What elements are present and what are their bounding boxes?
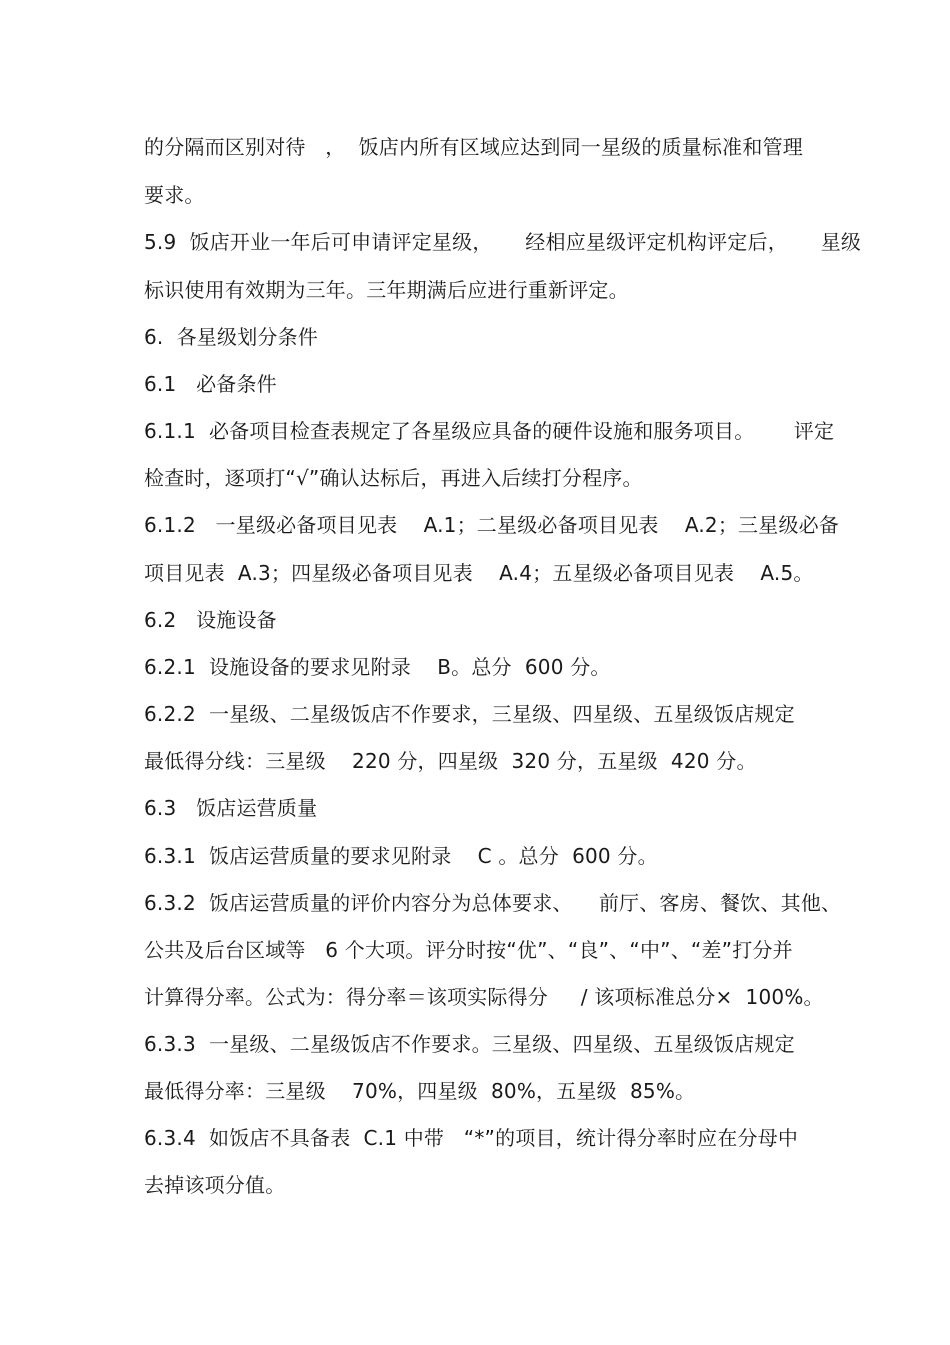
text-line: 6.3.4 如饭店不具备表 C.1 中带 “*”的项目，统计得分率时应在分母中 bbox=[144, 1126, 799, 1150]
text-line: 公共及后台区域等 6 个大项。评分时按“优”、“良”、“中”、“差”打分并 bbox=[144, 938, 793, 962]
section-heading: 6.2 设施设备 bbox=[144, 608, 277, 632]
text-line: 标识使用有效期为三年。三年期满后应进行重新评定。 bbox=[144, 278, 629, 302]
text-line: 最低得分线：三星级 220 分，四星级 320 分，五星级 420 分。 bbox=[144, 749, 757, 773]
text-line: 5.9 饭店开业一年后可申请评定星级， 经相应星级评定机构评定后， 星级 bbox=[144, 230, 862, 254]
text-line: 6.1.2 一星级必备项目见表 A.1；二星级必备项目见表 A.2；三星级必备 bbox=[144, 513, 840, 537]
text-line: 要求。 bbox=[144, 183, 205, 207]
text-line: 6.3.2 饭店运营质量的评价内容分为总体要求、 前厅、客房、餐饮、其他、 bbox=[144, 891, 842, 915]
section-heading: 6.1 必备条件 bbox=[144, 372, 277, 396]
text-line: 最低得分率：三星级 70%，四星级 80%，五星级 85%。 bbox=[144, 1079, 696, 1103]
text-line: 6.2.1 设施设备的要求见附录 B。总分 600 分。 bbox=[144, 655, 611, 679]
text-line: 项目见表 A.3；四星级必备项目见表 A.4；五星级必备项目见表 A.5。 bbox=[144, 561, 814, 585]
text-line: 去掉该项分值。 bbox=[144, 1173, 286, 1197]
section-heading: 6.3 饭店运营质量 bbox=[144, 796, 318, 820]
section-heading: 6. 各星级划分条件 bbox=[144, 325, 318, 349]
text-line: 6.3.1 饭店运营质量的要求见附录 C 。总分 600 分。 bbox=[144, 844, 658, 868]
text-line: 6.1.1 必备项目检查表规定了各星级应具备的硬件设施和服务项目。 评定 bbox=[144, 419, 835, 443]
text-line: 的分隔而区别对待 ， 饭店内所有区域应达到同一星级的质量标准和管理 bbox=[144, 135, 803, 159]
text-line: 6.3.3 一星级、二星级饭店不作要求。三星级、四星级、五星级饭店规定 bbox=[144, 1032, 795, 1056]
text-line: 计算得分率。公式为：得分率＝该项实际得分 / 该项标准总分× 100%。 bbox=[144, 985, 824, 1009]
text-line: 检查时，逐项打“√”确认达标后，再进入后续打分程序。 bbox=[144, 466, 643, 490]
text-line: 6.2.2 一星级、二星级饭店不作要求，三星级、四星级、五星级饭店规定 bbox=[144, 702, 795, 726]
